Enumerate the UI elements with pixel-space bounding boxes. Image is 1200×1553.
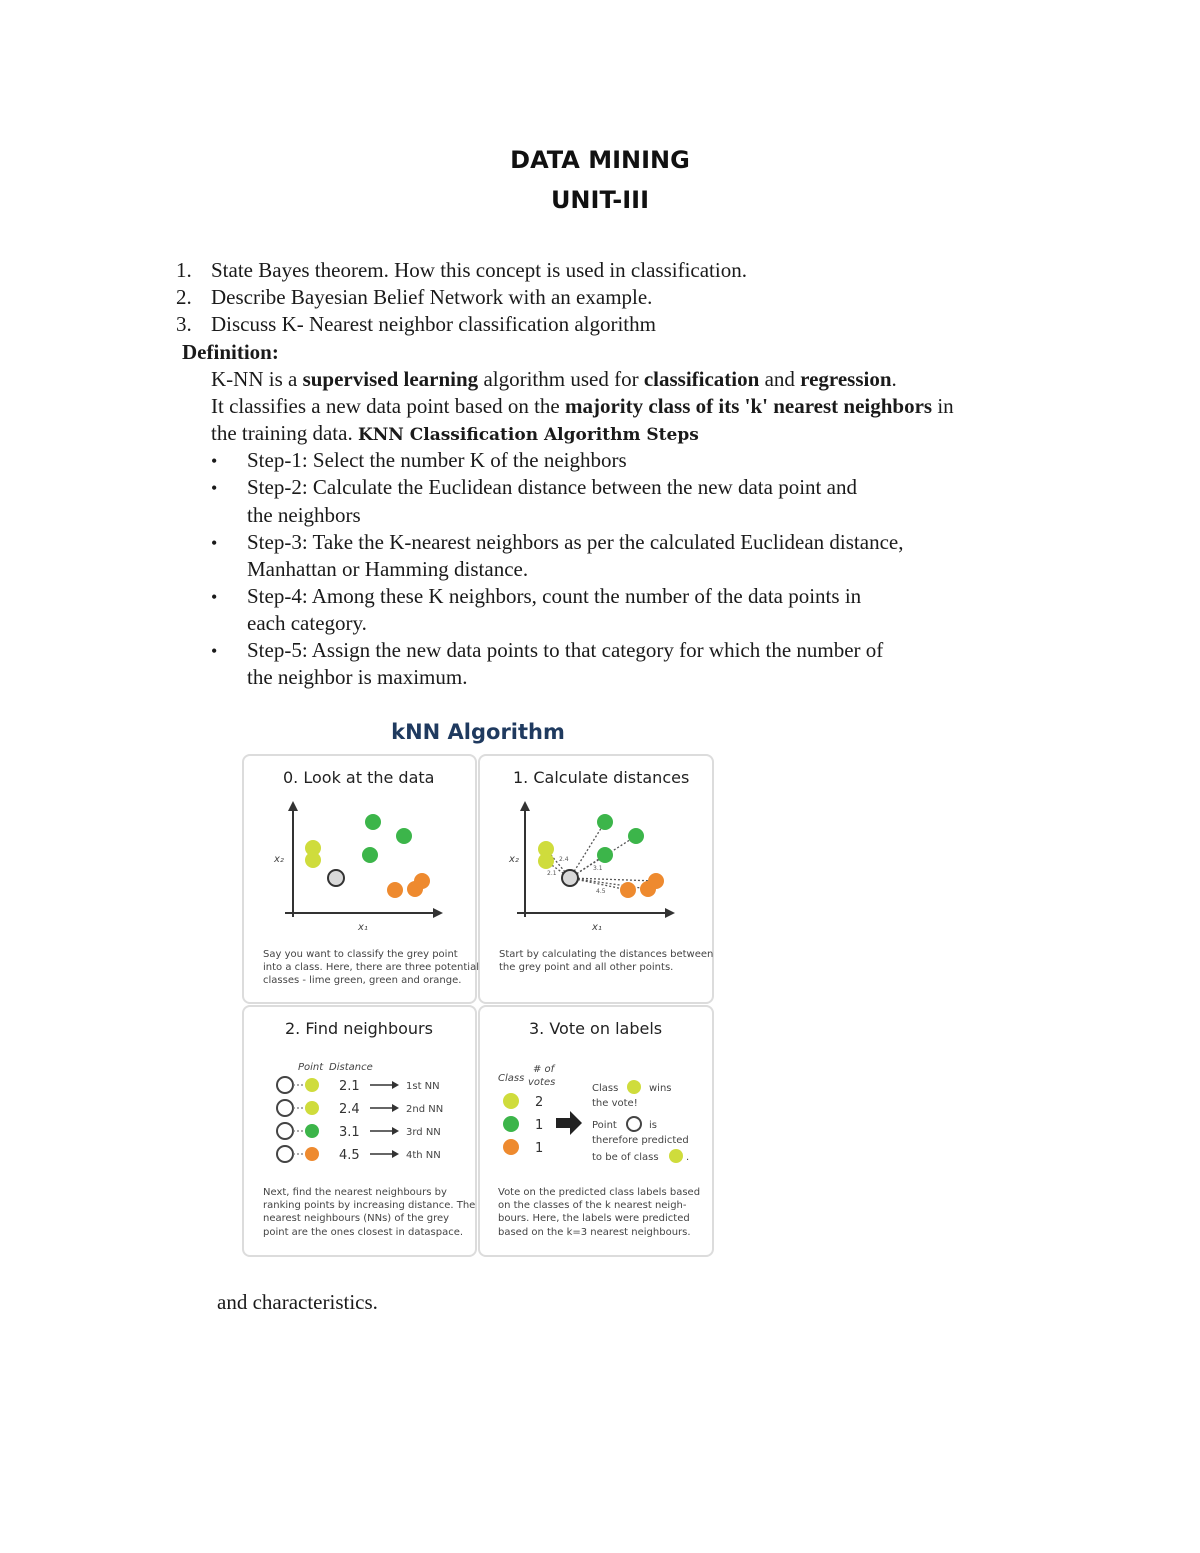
result-text: the vote!: [592, 1098, 638, 1109]
green-point: [362, 847, 378, 863]
orange-point: [648, 873, 664, 889]
col-point-header: Point: [298, 1062, 324, 1073]
lime-class-marker: [627, 1080, 641, 1094]
distance-label: 4.5: [596, 888, 606, 895]
panel-2-title: 2. Find neighbours: [285, 1019, 433, 1038]
vote-count: 1: [535, 1141, 544, 1156]
lime-class-marker: [669, 1149, 683, 1163]
neighbour-distance: 2.1: [339, 1079, 360, 1094]
y-axis-label: x₂: [274, 854, 284, 865]
orange-point: [620, 882, 636, 898]
panel-1-caption: Start by calculating the distances between: [499, 949, 714, 960]
panel-1-caption: the grey point and all other points.: [499, 962, 674, 973]
bullet: •: [211, 641, 218, 661]
panel-3-caption: Vote on the predicted class labels based: [498, 1187, 701, 1198]
lime-point: [538, 853, 554, 869]
col-votes-header: votes: [528, 1077, 556, 1088]
result-text: is: [649, 1120, 657, 1131]
distance-label: 2.1: [547, 870, 557, 877]
panel-0-caption: classes - lime green, green and orange.: [263, 975, 462, 986]
step-line: Step-5: Assign the new data points to that category for which the number of: [247, 638, 884, 662]
bullet: •: [211, 451, 218, 471]
panel-2-caption: ranking points by increasing distance. The: [263, 1200, 476, 1211]
figure-title: kNN Algorithm: [391, 720, 565, 744]
definition-line-2: It classifies a new data point based on the majority class of its 'k' nearest neighbors in: [211, 394, 954, 418]
orange-point: [414, 873, 430, 889]
definition-heading: Definition:: [182, 340, 279, 364]
step-line: the neighbor is maximum.: [247, 665, 468, 689]
col-class-header: Class: [498, 1073, 525, 1084]
question-text: Describe Bayesian Belief Network with an example.: [211, 285, 653, 309]
green-point: [365, 814, 381, 830]
neighbour-rank: 3rd NN: [406, 1127, 441, 1138]
grey-query-point: [627, 1117, 641, 1131]
neighbour-distance: 3.1: [339, 1125, 360, 1140]
result-text: therefore predicted: [592, 1135, 689, 1146]
green-point: [597, 814, 613, 830]
panel-2-caption: point are the ones closest in dataspace.: [263, 1227, 464, 1238]
panel-0-caption: Say you want to classify the grey point: [263, 949, 458, 960]
x-axis-label: x₁: [358, 922, 368, 933]
question-text: Discuss K- Nearest neighbor classification algorithm: [211, 312, 656, 336]
knn-algorithm-figure: [236, 712, 720, 1264]
green-point: [396, 828, 412, 844]
result-text: .: [686, 1152, 690, 1163]
definition-line-1: K-NN is a supervised learning algorithm used for classification and regression.: [211, 367, 897, 391]
col-distance-header: Distance: [329, 1062, 373, 1073]
question-text: State Bayes theorem. How this concept is used in classification.: [211, 258, 747, 282]
grey-query-point: [562, 870, 578, 886]
neighbour-distance: 4.5: [339, 1148, 360, 1163]
lime-point: [305, 852, 321, 868]
vote-count: 2: [535, 1095, 544, 1110]
result-text: wins: [649, 1083, 672, 1094]
green-class-marker: [503, 1116, 519, 1132]
definition-line-3: the training data. KNN Classification Algorithm Steps: [211, 421, 699, 445]
bullet: •: [211, 478, 218, 498]
neighbour-rank: 4th NN: [406, 1150, 441, 1161]
step-line: Step-4: Among these K neighbors, count the number of the data points in: [247, 584, 862, 608]
orange-point: [387, 882, 403, 898]
steps-heading: KNN Classification Algorithm Steps: [357, 425, 699, 445]
result-text: Class: [592, 1083, 619, 1094]
panel-1-title: 1. Calculate distances: [513, 768, 690, 787]
step-line: Step-1: Select the number K of the neighbors: [247, 448, 627, 472]
bullet: •: [211, 587, 218, 607]
question-number: 2.: [176, 285, 192, 309]
page-title: DATA MINING: [510, 146, 690, 174]
orange-class-marker: [503, 1139, 519, 1155]
bullet: •: [211, 533, 218, 553]
result-text: Point: [592, 1120, 617, 1131]
distance-label: 3.1: [593, 865, 603, 872]
step-line: each category.: [247, 611, 367, 635]
neighbour-distance: 2.4: [339, 1102, 360, 1117]
x-axis-label: x₁: [592, 922, 602, 933]
grey-query-point: [328, 870, 344, 886]
neighbour-rank: 1st NN: [406, 1081, 440, 1092]
panel-0-caption: into a class. Here, there are three potential: [263, 962, 479, 973]
step-line: Step-2: Calculate the Euclidean distance between the new data point and: [247, 475, 857, 499]
panel-3-caption: bours. Here, the labels were predicted: [498, 1213, 690, 1224]
question-number: 1.: [176, 258, 192, 282]
page-subtitle: UNIT-III: [550, 186, 650, 214]
distance-label: 2.4: [559, 856, 569, 863]
step-line: Step-3: Take the K-nearest neighbors as per the calculated Euclidean distance,: [247, 530, 904, 554]
question-number: 3.: [176, 312, 192, 336]
y-axis-label: x₂: [509, 854, 519, 865]
panel-2-caption: Next, find the nearest neighbours by: [263, 1187, 447, 1198]
footer-text: and characteristics.: [217, 1290, 378, 1314]
green-point: [597, 847, 613, 863]
lime-class-marker: [503, 1093, 519, 1109]
panel-2-caption: nearest neighbours (NNs) of the grey: [263, 1213, 450, 1224]
step-line: Manhattan or Hamming distance.: [247, 557, 529, 581]
panel-0-title: 0. Look at the data: [283, 768, 435, 787]
panel-3-caption: on the classes of the k nearest neigh-: [498, 1200, 687, 1211]
step-line: the neighbors: [247, 503, 361, 527]
panel-3-caption: based on the k=3 nearest neighbours.: [498, 1227, 691, 1238]
col-votes-header: # of: [533, 1064, 555, 1075]
result-text: to be of class: [592, 1152, 659, 1163]
green-point: [628, 828, 644, 844]
neighbour-rank: 2nd NN: [406, 1104, 444, 1115]
panel-3-title: 3. Vote on labels: [529, 1019, 663, 1038]
vote-count: 1: [535, 1118, 544, 1133]
